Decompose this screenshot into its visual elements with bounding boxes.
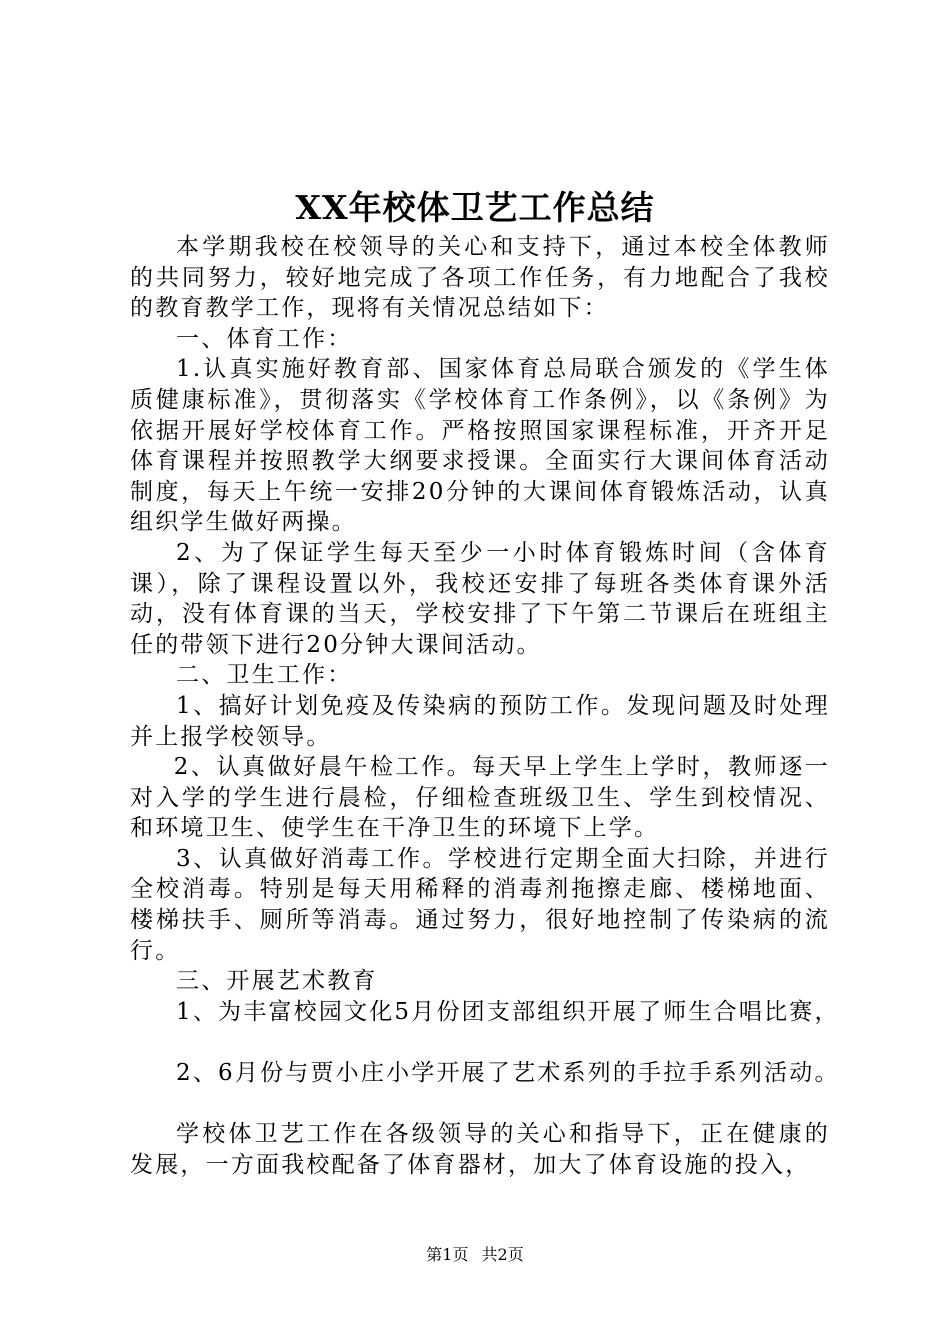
heading-sports: 一、体育工作： [176,325,353,352]
paragraph-arts-2: 2、6月份与贾小庄小学开展了艺术系列的手拉手系列活动。 [176,1060,840,1087]
paragraph-intro: 本学期我校在校领导的关心和支持下，通过本校全体教师的共同努力，较好地完成了各项工作任务，有力地配合了我校的教育教学工作，现将有关情况总结如下： [130,234,830,322]
paragraph-sports-2: 2、为了保证学生每天至少一小时体育锻炼时间（含体育课），除了课程设置以外，我校还安排了每班各类体育课外活动，没有体育课的当天，学校安排了下午第二节课后在班组主任的带领下进行20分钟大课间活动。 [130,539,830,658]
paragraph-health-3: 3、认真做好消毒工作。学校进行定期全面大扫除，并进行全校消毒。特别是每天用稀释的消毒剂拖擦走廊、楼梯地面、楼梯扶手、厕所等消毒。通过努力，很好地控制了传染病的流行。 [130,845,830,964]
paragraph-summary: 学校体卫艺工作在各级领导的关心和指导下，正在健康的发展，一方面我校配备了体育器材，加大了体育设施的投入， [130,1121,830,1178]
page-footer [0,1245,950,1265]
document-title: XX年校体卫艺工作总结 [295,188,655,227]
page-number: 第1页 [426,1245,469,1264]
paragraph-arts-1: 1、为丰富校园文化5月份团支部组织开展了师生合唱比赛， [176,998,840,1025]
document-body [130,232,840,1180]
heading-arts: 三、开展艺术教育 [176,968,378,995]
page-total: 共2页 [481,1245,524,1264]
paragraph-health-1: 1、搞好计划免疫及传染病的预防工作。发现问题及时处理并上报学校领导。 [130,692,830,750]
heading-health: 二、卫生工作： [176,662,353,689]
paragraph-sports-1: 1.认真实施好教育部、国家体育总局联合颁发的《学生体质健康标准》，贯彻落实《学校体育工作条例》，以《条例》为依据开展好学校体育工作。严格按照国家课程标准，开齐开足体育课程并按照教学大纲要求授课。全面实行大课间体育活动制度，每天上午统一安排20分钟的大课间体育锻炼活动，认真组织学生做好两操。 [130,356,830,536]
blank-line [130,1089,830,1120]
blank-line [130,1027,830,1058]
paragraph-health-2: 2、认真做好晨午检工作。每天早上学生上学时，教师逐一对入学的学生进行晨检，仔细检查班级卫生、学生到校情况、和环境卫生、使学生在干净卫生的环境下上学。 [130,754,830,842]
